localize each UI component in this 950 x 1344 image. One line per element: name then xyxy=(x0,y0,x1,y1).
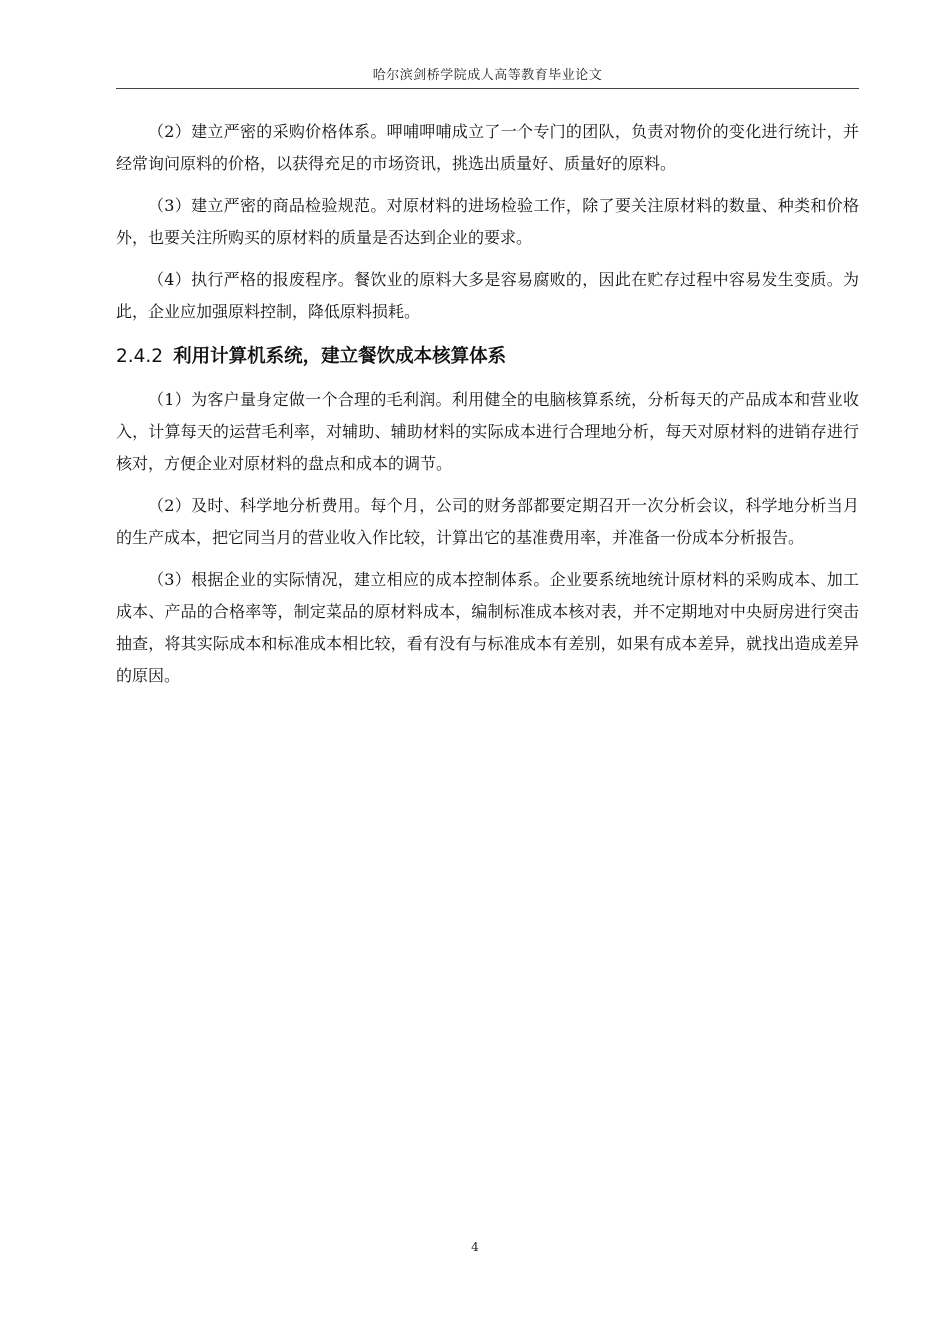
paragraph-inspection-standards: （3）建立严密的商品检验规范。对原材料的进场检验工作，除了要关注原材料的数量、种类和价格外，也要关注所购买的原材料的质量是否达到企业的要求。 xyxy=(116,196,859,247)
section-heading xyxy=(116,338,859,376)
document-body xyxy=(116,116,859,702)
paragraph-scrap-procedure: （4）执行严格的报废程序。餐饮业的原料大多是容易腐败的，因此在贮存过程中容易发生变质。为此，企业应加强原料控制，降低原料损耗。 xyxy=(116,270,859,321)
paragraph-gross-profit: （1）为客户量身定做一个合理的毛利润。利用健全的电脑核算系统，分析每天的产品成本和营业收入，计算每天的运营毛利率，对辅助、辅助材料的实际成本进行合理地分析，每天对原材料的进销存进行核对，方便企业对原材料的盘点和成本的调节。 xyxy=(116,390,859,473)
paragraph-purchase-price-system: （2）建立严密的采购价格体系。呷哺呷哺成立了一个专门的团队，负责对物价的变化进行统计，并经常询问原料的价格，以获得充足的市场资讯，挑选出质量好、质量好的原料。 xyxy=(116,122,859,173)
paragraph-cost-analysis: （2）及时、科学地分析费用。每个月，公司的财务部都要定期召开一次分析会议，科学地分析当月的生产成本，把它同当月的营业收入作比较，计算出它的基准费用率，并准备一份成本分析报告。 xyxy=(116,496,859,547)
paragraph-cost-control-system: （3）根据企业的实际情况，建立相应的成本控制体系。企业要系统地统计原材料的采购成本、加工成本、产品的合格率等，制定菜品的原材料成本，编制标准成本核对表，并不定期地对中央厨房进行突击抽查，将其实际成本和标准成本相比较，看有没有与标准成本有差别，如果有成本差异，就找出造成差异的原因。 xyxy=(116,570,859,685)
section-title: 利用计算机系统，建立餐饮成本核算体系 xyxy=(173,346,507,367)
section-number: 2.4.2 xyxy=(116,346,164,367)
header-divider xyxy=(116,88,859,89)
page-header: 哈尔滨剑桥学院成人高等教育毕业论文 xyxy=(372,68,603,83)
page-number: 4 xyxy=(471,1240,479,1254)
